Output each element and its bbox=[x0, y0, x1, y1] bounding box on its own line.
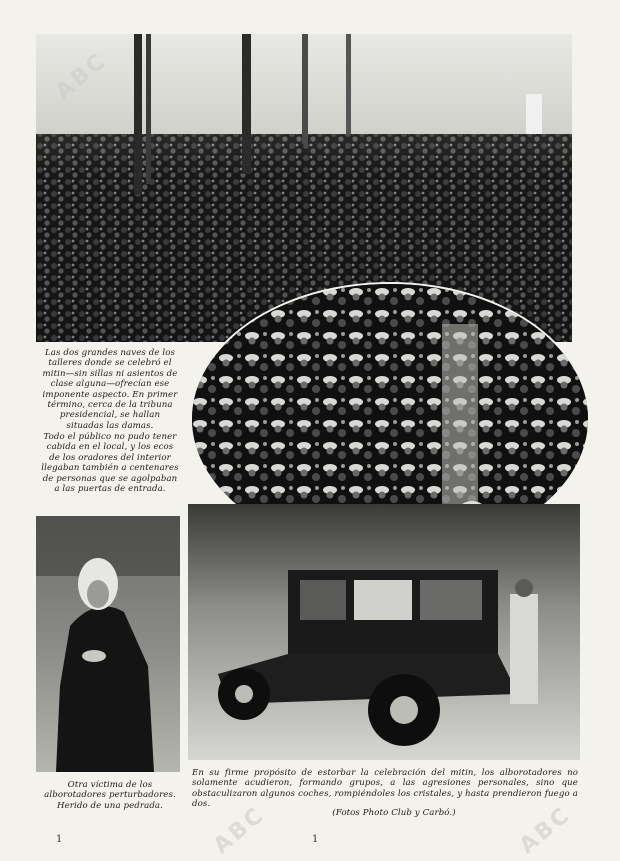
watermark-bottom-right: ABC bbox=[514, 801, 577, 860]
caption-victim: Otra víctima de los alborotadores perturbadores. Herido de una pedrada. bbox=[44, 780, 176, 811]
watermark-bottom-left: ABC bbox=[208, 801, 271, 860]
folio-left: 1 bbox=[56, 834, 63, 845]
car-image bbox=[188, 504, 580, 760]
photo-victim bbox=[36, 516, 180, 772]
caption-crowd-hall: Las dos grandes naves de los talleres donde se celebró el mitin—sin sillas ni asientos de clase alguna—ofrecían ese imponente aspecto. En primer término, cerca de la tribuna presidencial, se hallan situadas las damas. bbox=[42, 348, 178, 431]
watermark-top: ABC bbox=[50, 47, 113, 106]
photo-credits: (Fotos Photo Club y Carbó.) bbox=[332, 808, 456, 818]
victim-image bbox=[36, 516, 180, 772]
folio-center: 1 bbox=[312, 834, 319, 845]
photo-car bbox=[188, 504, 580, 760]
caption-car: En su firme propósito de estorbar la celebración del mitin, los alborotadores no solamente acudieron, formando grupos, a las agresiones personales, sino que obstaculizaron algunos coches, rompiéndoles los cristales, y hasta prendieron fuego a dos. bbox=[192, 768, 578, 810]
caption-public-outside: Todo el público no pudo tener cabida en el local, y los ecos de los oradores del interior llegaban también a centenares de personas que se agolpaban a las puertas de entrada. bbox=[41, 432, 179, 495]
